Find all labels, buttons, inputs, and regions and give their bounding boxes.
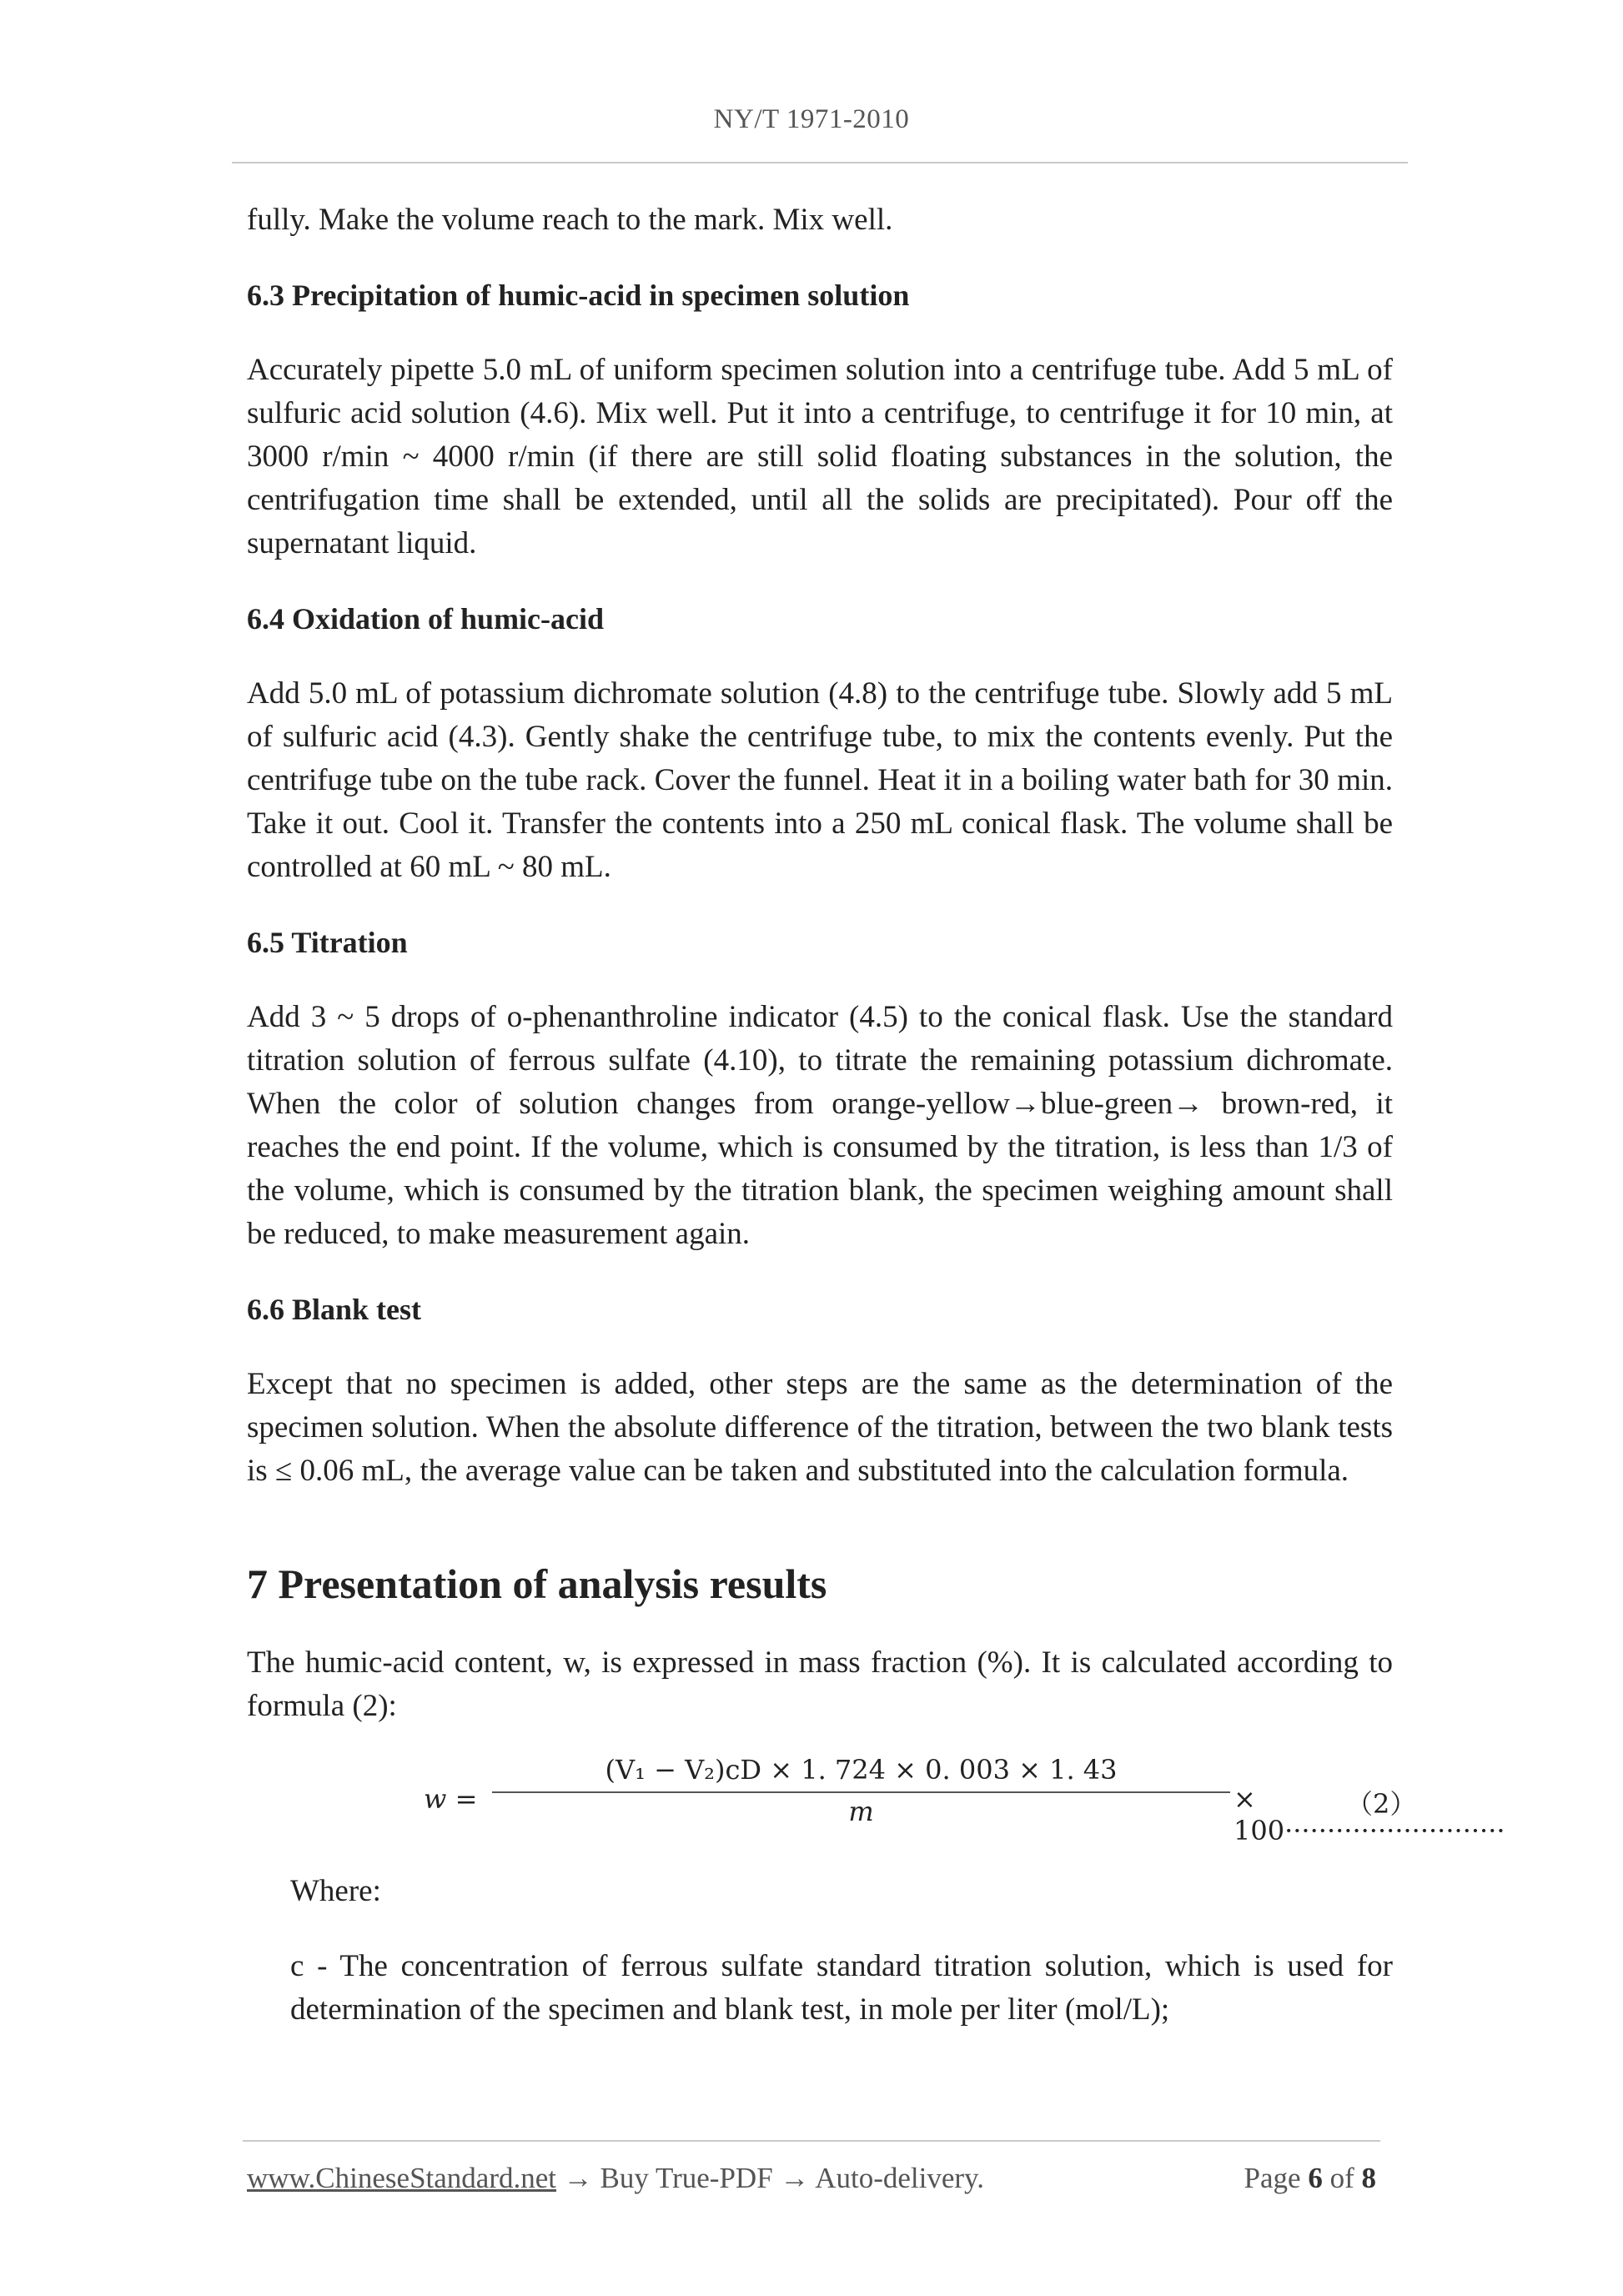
page-content: [247, 198, 1505, 2032]
header-divider: [232, 162, 1408, 163]
paragraph-6-4: Add 5.0 mL of potassium dichromate solution (4.8) to the centrifuge tube. Slowly add 5 mL of sulfuric acid (4.3). Gently shake the centrifuge tube, to mix the contents evenly. Put the centrifuge tube on the tube rack. Cover the funnel. Heat it in a boiling water bath for 30 min. Take it out. Cool it. Transfer the contents into a 250 mL conical flask. The volume shall be controlled at 60 mL ~ 80 mL.: [247, 676, 1393, 884]
heading-6-4: 6.4 Oxidation of humic-acid: [247, 602, 605, 636]
formula-2: [247, 1751, 1505, 1851]
formula-denominator: m: [848, 1796, 874, 1827]
of-label: of: [1329, 2162, 1354, 2194]
paragraph-6-6: Except that no specimen is added, other steps are the same as the determination of the specimen solution. When the absolute difference of the titration, between the two blank tests is ≤ 0.06 mL, the average value can be taken and substituted into the calculation formula.: [247, 1367, 1393, 1488]
heading-6-5: 6.5 Titration: [247, 926, 408, 959]
formula-multiplier: × 100··························: [1234, 1783, 1505, 1846]
definition-c: c - The concentration of ferrous sulfate standard titration solution, which is used for determination of the specimen and blank test, in mole per liter (mol/L);: [290, 1949, 1393, 2027]
formula-numerator: (V₁ − V₂)cD × 1. 724 × 0. 003 × 1. 43: [605, 1754, 1118, 1786]
footer-promo: [247, 2162, 984, 2195]
continuation-paragraph: fully. Make the volume reach to the mark. Mix well.: [247, 203, 893, 237]
document-code-header: NY/T 1971-2010: [713, 104, 910, 134]
heading-6-6: 6.6 Blank test: [247, 1293, 422, 1326]
page-indicator: [1244, 2162, 1376, 2195]
paragraph-6-3: Accurately pipette 5.0 mL of uniform specimen solution into a centrifuge tube. Add 5 mL of sulfuric acid solution (4.6). Mix well. Put it into a centrifuge, to centrifuge it for 10 min, at 3000 r/min ~ 4000 r/min (if there are still solid floating substances in the solution, the centrifugation time shall be extended, until all the solids are precipitated). Pour off the supernatant liquid.: [247, 353, 1393, 560]
formula-fraction: [492, 1751, 1230, 1830]
heading-6-3: 6.3 Precipitation of humic-acid in specimen solution: [247, 279, 910, 312]
footer-site-link[interactable]: www.ChineseStandard.net: [247, 2162, 556, 2194]
page-label: Page: [1244, 2162, 1301, 2194]
footer-divider: [243, 2140, 1380, 2142]
where-label: Where:: [290, 1874, 381, 1908]
current-page-number: 6: [1308, 2162, 1323, 2194]
paragraph-7: The humic-acid content, w, is expressed in mass fraction (%). It is calculated according to formula (2):: [247, 1645, 1393, 1723]
formula-lhs: w =: [424, 1783, 478, 1815]
heading-7: 7 Presentation of analysis results: [247, 1560, 827, 1607]
formula-number: （2）: [1346, 1788, 1417, 1820]
footer-promo-text: → Buy True-PDF → Auto-delivery.: [556, 2162, 985, 2194]
total-pages: 8: [1361, 2162, 1376, 2194]
paragraph-6-5: Add 3 ~ 5 drops of o-phenanthroline indicator (4.5) to the conical flask. Use the standard titration solution of ferrous sulfate (4.10), to titrate the remaining potassium dichromate. When the color of solution changes from orange-yellow→blue-green→ brown-red, it reaches the end point. If the volume, which is consumed by the titration, is less than 1/3 of the volume, which is consumed by the titration blank, the specimen weighing amount shall be reduced, to make measurement again.: [247, 1000, 1393, 1251]
